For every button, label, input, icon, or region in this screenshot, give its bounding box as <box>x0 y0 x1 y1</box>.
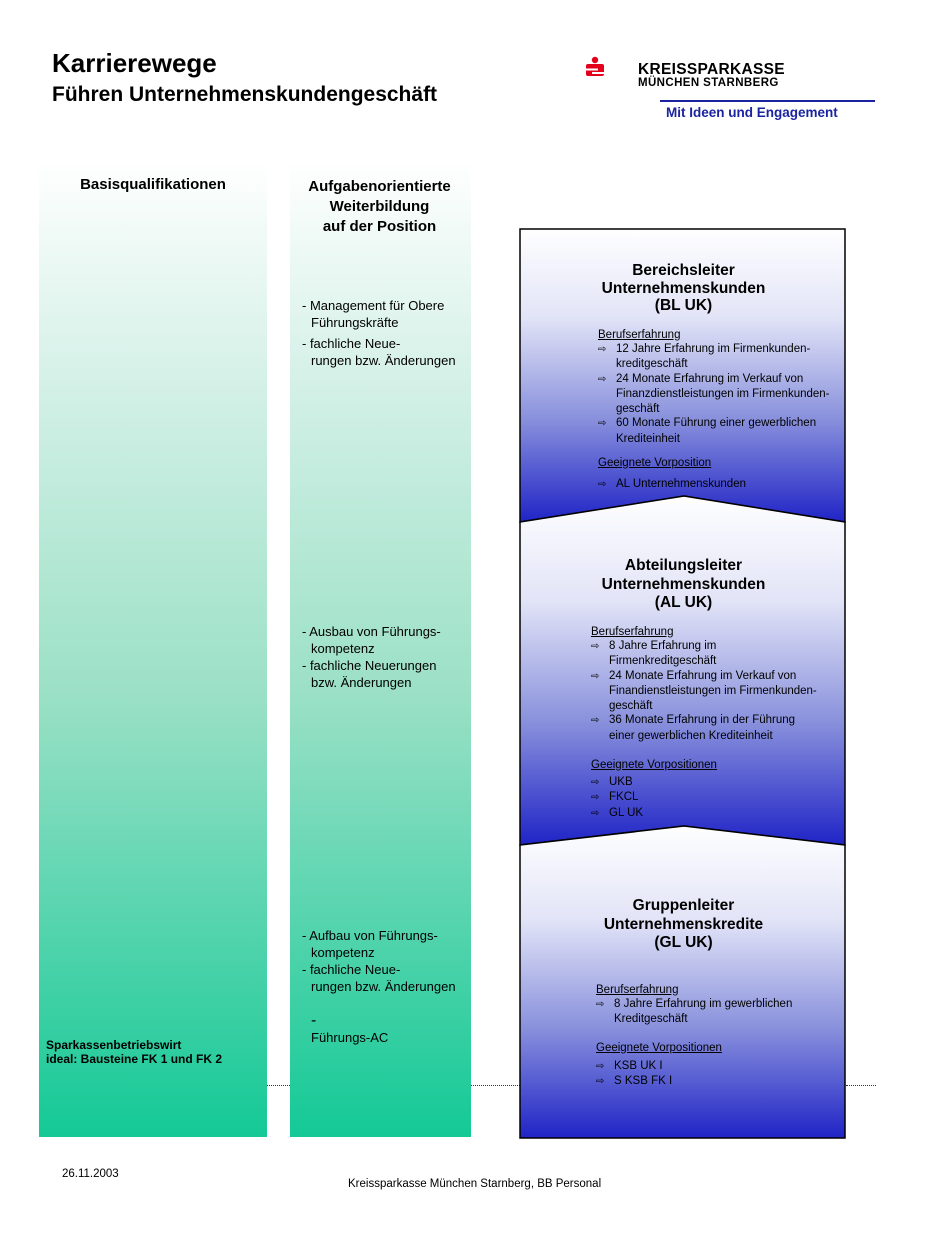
prior-position-heading: Geeignete Vorpositionen <box>596 1041 722 1054</box>
position-title-line3: (AL UK) <box>654 594 713 611</box>
arrow-right-icon: ⇨ <box>598 478 607 490</box>
weiterbildung-heading-line3: auf der Position <box>322 218 437 235</box>
arrow-right-icon: ⇨ <box>591 776 600 788</box>
weiterbildung-heading-line2: Weiterbildung <box>329 198 430 215</box>
arrow-right-icon: ⇨ <box>591 807 600 819</box>
position-title-line3: (GL UK) <box>654 934 713 951</box>
experience-item <box>598 416 845 446</box>
logo-slogan: Mit Ideen und Engagement <box>666 105 838 120</box>
footer-organization: Kreissparkasse München Starnberg, BB Personal <box>348 1178 602 1190</box>
prior-position-item <box>591 806 845 822</box>
position-title-line1: Gruppenleiter <box>632 897 735 914</box>
arrow-right-icon: ⇨ <box>591 670 600 682</box>
arrow-right-icon: ⇨ <box>596 998 605 1010</box>
basis-text-line1: Sparkassenbetriebswirt <box>46 1038 182 1052</box>
experience-item <box>598 372 845 417</box>
experience-item <box>591 713 845 743</box>
arrow-right-icon: ⇨ <box>596 1076 605 1088</box>
position-title-line2: Unternehmenskunden <box>601 575 766 593</box>
arrow-right-icon: ⇨ <box>591 715 600 727</box>
prior-position-heading: Geeignete Vorpositionen <box>591 758 717 771</box>
prior-position-text: AL Unternehmenskunden <box>616 477 746 490</box>
logo-name-line1: KREISSPARKASSE <box>638 61 785 78</box>
experience-text: 24 Monate Erfahrung im Verkauf von Finandienstleistungen im Firmenkunden- geschäft <box>609 669 817 712</box>
experience-heading: Berufserfahrung <box>596 983 679 996</box>
position-title <box>522 897 845 953</box>
page-title: Karrierewege <box>52 48 217 78</box>
page-subtitle: Führen Unternehmenskundengeschäft <box>52 83 438 106</box>
prior-position-text: S KSB FK I <box>614 1075 673 1088</box>
position-title-line2: Unternehmenskunden <box>601 279 766 297</box>
arrow-right-icon: ⇨ <box>598 373 607 385</box>
position-title <box>522 262 845 315</box>
experience-text: 24 Monate Erfahrung im Verkauf von Finanzdienstleistungen im Firmenkunden- geschäft <box>616 372 830 415</box>
list-item-text: Führungs-AC <box>311 1030 389 1045</box>
position-bl <box>522 262 845 492</box>
experience-heading: Berufserfahrung <box>598 328 681 341</box>
weiterbildung-heading-line1: Aufgabenorientierte <box>308 178 451 195</box>
position-title <box>522 557 845 613</box>
prior-position-item <box>591 790 845 806</box>
logo-name-line2: MÜNCHEN STARNBERG <box>638 77 779 89</box>
experience-text: 8 Jahre Erfahrung im Firmenkreditgeschäft <box>609 639 717 668</box>
basis-heading: Basisqualifikationen <box>80 176 226 193</box>
arrow-right-icon: ⇨ <box>591 792 600 804</box>
list-item: - fachliche Neuerungen bzw. Änderungen <box>302 658 437 690</box>
prior-position-text: GL UK <box>609 806 644 819</box>
prior-position-item <box>596 1074 845 1090</box>
arrow-right-icon: ⇨ <box>598 418 607 430</box>
position-title-line3: (BL UK) <box>654 297 713 314</box>
list-dash: - <box>311 1012 317 1029</box>
position-gl <box>522 897 845 1090</box>
basis-text-line2: ideal: Bausteine FK 1 und FK 2 <box>46 1052 223 1066</box>
experience-text: 60 Monate Führung einer gewerblichen Krediteinheit <box>616 417 817 446</box>
experience-heading: Berufserfahrung <box>591 625 674 638</box>
experience-text: 12 Jahre Erfahrung im Firmenkunden- kreditgeschäft <box>616 342 811 371</box>
prior-position-heading: Geeignete Vorposition <box>598 456 712 469</box>
experience-item <box>596 997 845 1027</box>
experience-item <box>598 342 845 372</box>
list-item: - Aufbau von Führungs- kompetenz <box>302 928 438 960</box>
arrow-right-icon: ⇨ <box>598 343 607 355</box>
experience-item <box>591 639 845 669</box>
list-item: - fachliche Neue- rungen bzw. Änderungen <box>302 962 456 994</box>
arrow-right-icon: ⇨ <box>591 640 600 652</box>
position-title-line1: Abteilungsleiter <box>624 557 743 574</box>
position-title-line1: Bereichsleiter <box>632 262 735 279</box>
prior-position-text: UKB <box>609 775 633 788</box>
prior-position-text: KSB UK I <box>614 1059 663 1072</box>
prior-position-item <box>598 477 845 493</box>
prior-position-item <box>596 1059 845 1075</box>
list-item: - Management für Obere Führungskräfte <box>302 298 445 330</box>
list-item: - fachliche Neue- rungen bzw. Änderungen <box>302 336 456 368</box>
list-item: - Ausbau von Führungs- kompetenz <box>302 624 441 656</box>
footer-date: 26.11.2003 <box>62 1168 119 1180</box>
prior-position-text: FKCL <box>609 791 639 804</box>
position-title-line2: Unternehmenskredite <box>603 915 764 933</box>
experience-text: 36 Monate Erfahrung in der Führung einer gewerblichen Krediteinheit <box>609 714 796 743</box>
experience-item <box>591 669 845 714</box>
arrow-right-icon: ⇨ <box>596 1060 605 1072</box>
prior-position-item <box>591 775 845 791</box>
experience-text: 8 Jahre Erfahrung im gewerblichen Kreditgeschäft <box>614 997 793 1026</box>
position-al <box>522 557 845 821</box>
